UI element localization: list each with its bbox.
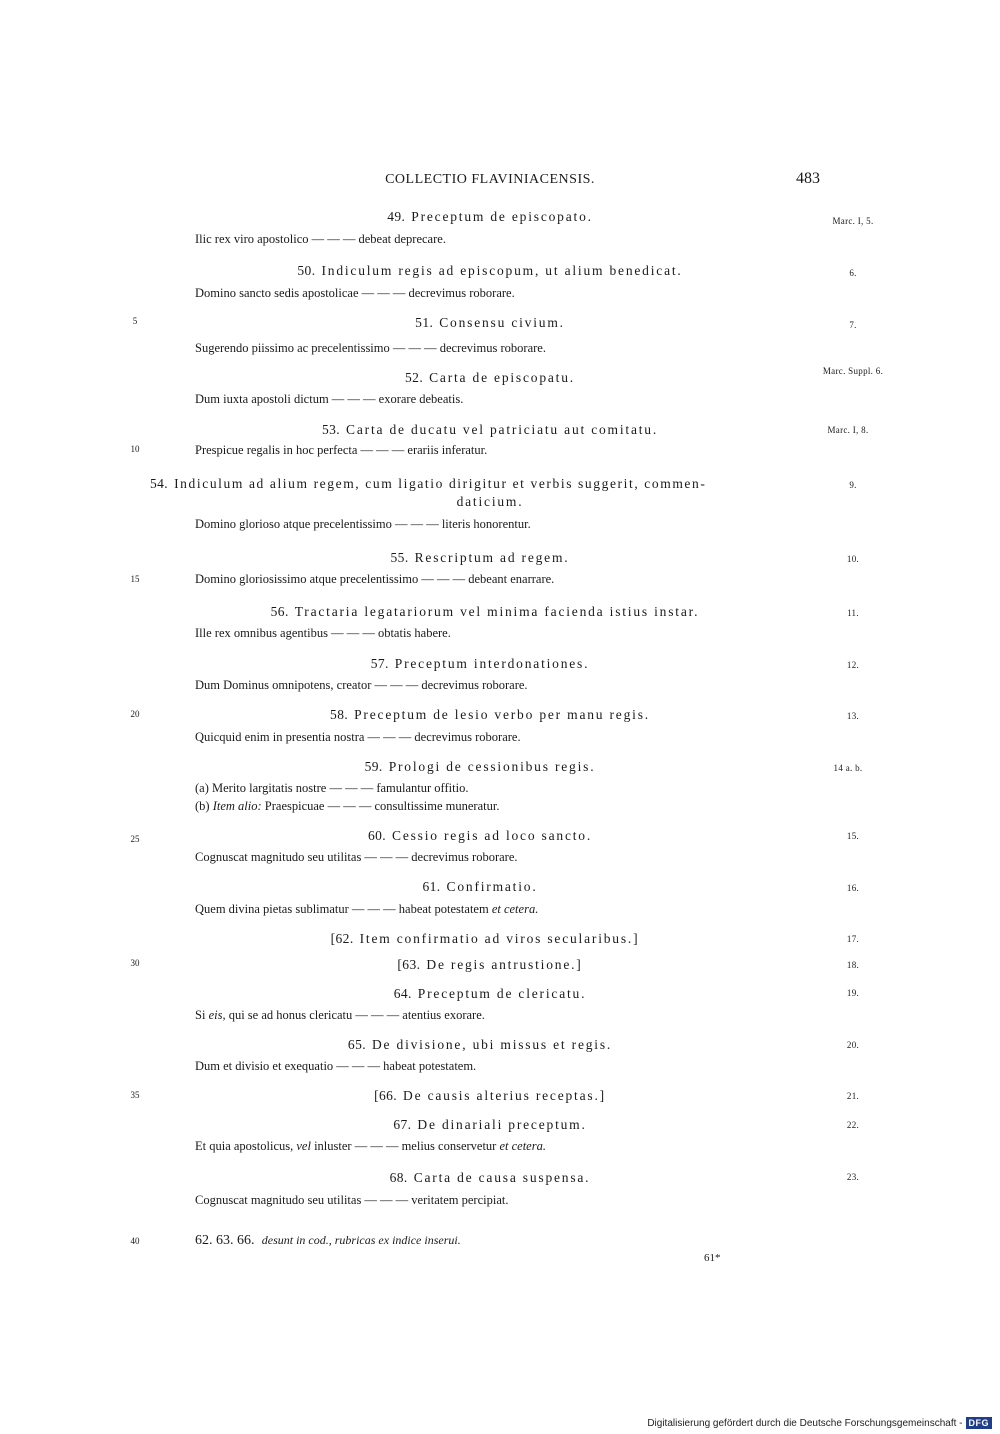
incipit-italic: et cetera.: [499, 1139, 546, 1153]
rubric: [150, 476, 820, 492]
incipit-mid: inluster — — — melius conservetur: [310, 1139, 500, 1153]
line-number: 10: [130, 444, 140, 454]
rubric-title: Rescriptum ad regem.: [414, 550, 570, 565]
rubric-number: 51.: [415, 315, 434, 330]
rubric: [330, 879, 630, 895]
rubric-title: Carta de episcopatu.: [429, 370, 575, 385]
rubric: [300, 986, 680, 1002]
marculf-reference: 22.: [846, 1120, 860, 1130]
rubric-number: 67.: [393, 1117, 412, 1132]
incipit: Domino sancto sedis apostolicae — — — decrevimus roborare.: [195, 286, 515, 300]
marculf-reference: 15.: [846, 831, 860, 841]
incipit: Cognuscat magnitudo seu utilitas — — — veritatem percipiat.: [195, 1193, 509, 1207]
rubric-number: 65.: [347, 1037, 366, 1052]
rubric-number: 54.: [150, 476, 169, 491]
incipit-b: [195, 799, 499, 814]
digitization-footer: [647, 1417, 992, 1429]
marculf-reference: 19.: [846, 988, 860, 998]
rubric-number: 55.: [390, 550, 409, 565]
marculf-reference: 9.: [849, 480, 857, 490]
marculf-reference: 11.: [847, 608, 859, 618]
rubric: [280, 656, 680, 672]
rubric-title: Indiculum regis ad episcopum, ut alium benedicat.: [321, 263, 683, 278]
rubric-title: De causis alterius receptas.]: [403, 1088, 606, 1103]
incipit-b-rest: Praespicuae — — — consultissime muneratur.: [261, 799, 500, 813]
rubric-title: Preceptum interdonationes.: [394, 656, 590, 671]
rubric-number: 64.: [393, 986, 412, 1001]
incipit: Quicquid enim in presentia nostra — — — decrevimus roborare.: [195, 730, 521, 744]
incipit: [195, 1139, 546, 1154]
marculf-reference: 13.: [846, 711, 860, 721]
rubric: [250, 707, 730, 723]
rubric-number: 56.: [270, 604, 289, 619]
rubric: [280, 828, 680, 844]
incipit-italic: et cetera.: [491, 902, 539, 916]
rubric-number: 49.: [387, 209, 406, 224]
marculf-reference: Marc. I, 8.: [827, 425, 869, 435]
incipit: Domino gloriosissimo atque precelentissimo — — — debeant enarrare.: [195, 572, 555, 586]
rubric: [230, 422, 750, 438]
marculf-reference: 6.: [849, 268, 857, 278]
printer-signature: 61*: [704, 1252, 721, 1264]
incipit-a: (a) Merito largitatis nostre — — — famulantur offitio.: [195, 781, 469, 795]
marculf-reference: 20.: [846, 1040, 860, 1050]
rubric-title: Preceptum de lesio verbo per manu regis.: [354, 707, 650, 722]
rubric: [270, 1037, 690, 1053]
marculf-reference: 12.: [846, 660, 860, 670]
page-number: 483: [796, 170, 820, 187]
marculf-reference: 23.: [846, 1172, 860, 1182]
rubric-title: Item confirmatio ad viros secularibus.]: [359, 931, 640, 946]
rubric: [300, 1117, 680, 1133]
rubric-title: Cessio regis ad loco sancto.: [392, 828, 593, 843]
rubric: [280, 759, 680, 775]
marculf-reference: 14 a. b.: [833, 763, 863, 773]
dfg-logo: DFG: [966, 1417, 993, 1429]
rubric: [290, 1088, 690, 1104]
rubric-title: Carta de causa suspensa.: [413, 1170, 591, 1185]
marculf-reference: 16.: [846, 883, 860, 893]
rubric: [260, 931, 710, 947]
rubric: [300, 957, 680, 973]
incipit-b-prefix: (b): [195, 799, 213, 813]
line-number: 25: [130, 834, 140, 844]
rubric: [290, 370, 690, 386]
line-number: 20: [130, 709, 140, 719]
line-number: 5: [132, 316, 138, 326]
rubric: [220, 604, 750, 620]
marculf-reference: 18.: [846, 960, 860, 970]
footnote-numbers: 62. 63. 66.: [195, 1233, 255, 1248]
footnote: [195, 1232, 461, 1249]
rubric-title: Preceptum de episcopato.: [411, 209, 593, 224]
rubric-title: De divisione, ubi missus et regis.: [372, 1037, 613, 1052]
incipit: Cognuscat magnitudo seu utilitas — — — decrevimus roborare.: [195, 850, 518, 864]
rubric-number: 53.: [321, 422, 341, 437]
rubric: [290, 1170, 690, 1186]
rubric-title: Indiculum ad alium regem, cum ligatio dirigitur et verbis suggerit, commen-: [174, 476, 707, 491]
rubric-title: Prologi de cessionibus regis.: [388, 759, 596, 774]
rubric-number: 60.: [367, 828, 387, 843]
line-number: 15: [130, 574, 140, 584]
rubric-number: 59.: [364, 759, 383, 774]
rubric-title: Preceptum de clericatu.: [417, 986, 587, 1001]
marculf-reference: 21.: [846, 1091, 860, 1101]
line-number: 35: [130, 1090, 140, 1100]
incipit: Ille rex omnibus agentibus — — — obtatis habere.: [195, 626, 451, 640]
incipit: Ilic rex viro apostolico — — — debeat deprecare.: [195, 232, 446, 246]
rubric-number: 52.: [405, 370, 424, 385]
incipit: Dum iuxta apostoli dictum — — — exorare debeatis.: [195, 392, 464, 406]
incipit-b-italic: Item alio:: [212, 799, 262, 813]
rubric-title: Consensu civium.: [439, 315, 565, 330]
incipit: Prespicue regalis in hoc perfecta — — — erariis inferatur.: [195, 443, 488, 457]
rubric: [300, 315, 680, 331]
marculf-reference: 7.: [849, 320, 857, 330]
rubric-number: 61.: [422, 879, 441, 894]
line-number: 30: [130, 958, 140, 968]
incipit-pre: Et quia apostolicus,: [195, 1139, 297, 1153]
marculf-reference: 10.: [846, 554, 860, 564]
incipit-italic: vel: [296, 1139, 311, 1153]
marculf-reference: Marc. Suppl. 6.: [822, 366, 884, 376]
marculf-reference: 17.: [846, 934, 860, 944]
rubric-number: [63.: [397, 957, 421, 972]
rubric-number: 50.: [297, 263, 316, 278]
rubric: [200, 263, 780, 279]
footnote-text: desunt in cod., rubricas ex indice inserui.: [261, 1233, 461, 1247]
rubric-title: Carta de ducatu vel patriciatu aut comitatu.: [346, 422, 659, 437]
incipit: [195, 902, 538, 917]
rubric-title: De regis antrustione.]: [426, 957, 583, 972]
rubric-number: 58.: [330, 707, 349, 722]
incipit: [195, 1008, 485, 1023]
running-title: COLLECTIO FLAVINIACENSIS.: [385, 172, 595, 187]
rubric-number: 57.: [370, 656, 389, 671]
rubric-title: Confirmatio.: [446, 879, 538, 894]
footer-text: Digitalisierung gefördert durch die Deutsche Forschungsgemeinschaft -: [647, 1417, 963, 1429]
rubric-title: De dinariali preceptum.: [417, 1117, 587, 1132]
rubric-number: [62.: [330, 931, 354, 946]
incipit-pre: Si: [195, 1008, 209, 1022]
incipit-italic: eis,: [208, 1008, 226, 1022]
incipit: Dum Dominus omnipotens, creator — — — decrevimus roborare.: [195, 678, 528, 692]
marculf-reference: Marc. I, 5.: [832, 216, 874, 226]
rubric-number: [66.: [374, 1088, 398, 1103]
incipit: Sugerendo piissimo ac precelentissimo — — — decrevimus roborare.: [195, 341, 546, 355]
rubric-title: Tractaria legatariorum vel minima facienda istius instar.: [294, 604, 700, 619]
rubric: [270, 209, 710, 225]
incipit-main: Quem divina pietas sublimatur — — — habeat potestatem: [195, 902, 492, 916]
rubric-continuation: daticium.: [456, 494, 524, 509]
incipit: Domino glorioso atque precelentissimo — — — literis honorentur.: [195, 517, 531, 531]
rubric-number: 68.: [389, 1170, 408, 1185]
incipit: Dum et divisio et exequatio — — — habeat potestatem.: [195, 1059, 477, 1073]
rubric: [280, 550, 680, 566]
incipit-rest: qui se ad honus clericatu — — — atentius exorare.: [225, 1008, 485, 1022]
line-number: 40: [130, 1236, 140, 1246]
